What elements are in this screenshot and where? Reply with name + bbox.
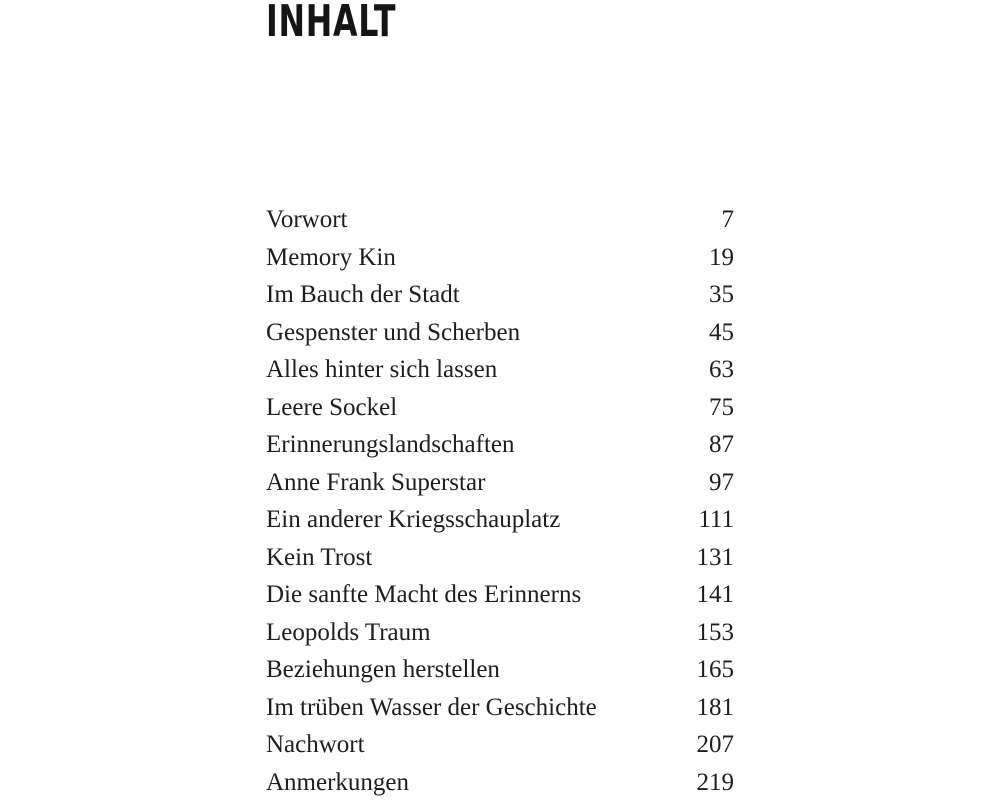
toc-entry-page: 207 [696,731,734,758]
toc-entry-page: 153 [696,618,734,646]
toc-entry-page: 111 [698,506,734,533]
toc-entry-title: Im trüben Wasser der Geschichte [266,693,597,721]
toc-entry-title: Nachwort [266,731,365,758]
toc-entry-page: 181 [696,693,734,721]
toc-entry-page: 75 [709,393,734,421]
toc-entry [266,576,734,614]
toc-entry [266,689,734,727]
table-of-contents [266,201,734,800]
toc-entry [266,276,734,314]
toc-entry-title: Anmerkungen [266,768,410,796]
toc-entry-page: 165 [696,656,734,683]
toc-entry-page: 131 [696,543,734,571]
toc-entry-title: Ein anderer Kriegsschauplatz [266,506,561,533]
toc-entry-title: Memory Kin [266,243,396,271]
toc-entry-title: Alles hinter sich lassen [266,356,498,383]
toc-entry [266,426,734,464]
toc-entry [266,239,734,277]
toc-entry-page: 35 [709,281,734,308]
toc-entry [266,651,734,689]
toc-entry-page: 63 [709,356,734,383]
toc-entry-page: 141 [696,581,734,608]
toc-entry [266,314,734,352]
toc-entry [266,764,734,800]
toc-entry-page: 87 [709,431,734,458]
toc-entry-title: Anne Frank Superstar [266,468,486,496]
toc-entry-title: Erinnerungslandschaften [266,431,515,458]
toc-entry-page: 45 [709,318,734,346]
toc-entry [266,726,734,764]
toc-entry-title: Leere Sockel [266,393,398,421]
toc-entry-title: Beziehungen herstellen [266,656,500,683]
toc-entry-page: 19 [709,243,734,271]
toc-entry [266,501,734,539]
toc-entry-title: Leopolds Traum [266,618,431,646]
toc-entry [266,464,734,502]
toc-entry [266,614,734,652]
toc-entry-page: 97 [709,468,734,496]
toc-entry [266,351,734,389]
page-title: INHALT [266,0,397,47]
toc-entry-page: 219 [696,768,734,796]
toc-entry [266,389,734,427]
toc-entry [266,539,734,577]
toc-entry-title: Gespenster und Scherben [266,318,521,346]
toc-entry-title: Die sanfte Macht des Erinnerns [266,581,582,608]
toc-entry-title: Vorwort [266,206,348,233]
toc-entry-title: Im Bauch der Stadt [266,281,460,308]
toc-entry [266,201,734,239]
toc-entry-page: 7 [721,206,734,233]
toc-entry-title: Kein Trost [266,543,373,571]
